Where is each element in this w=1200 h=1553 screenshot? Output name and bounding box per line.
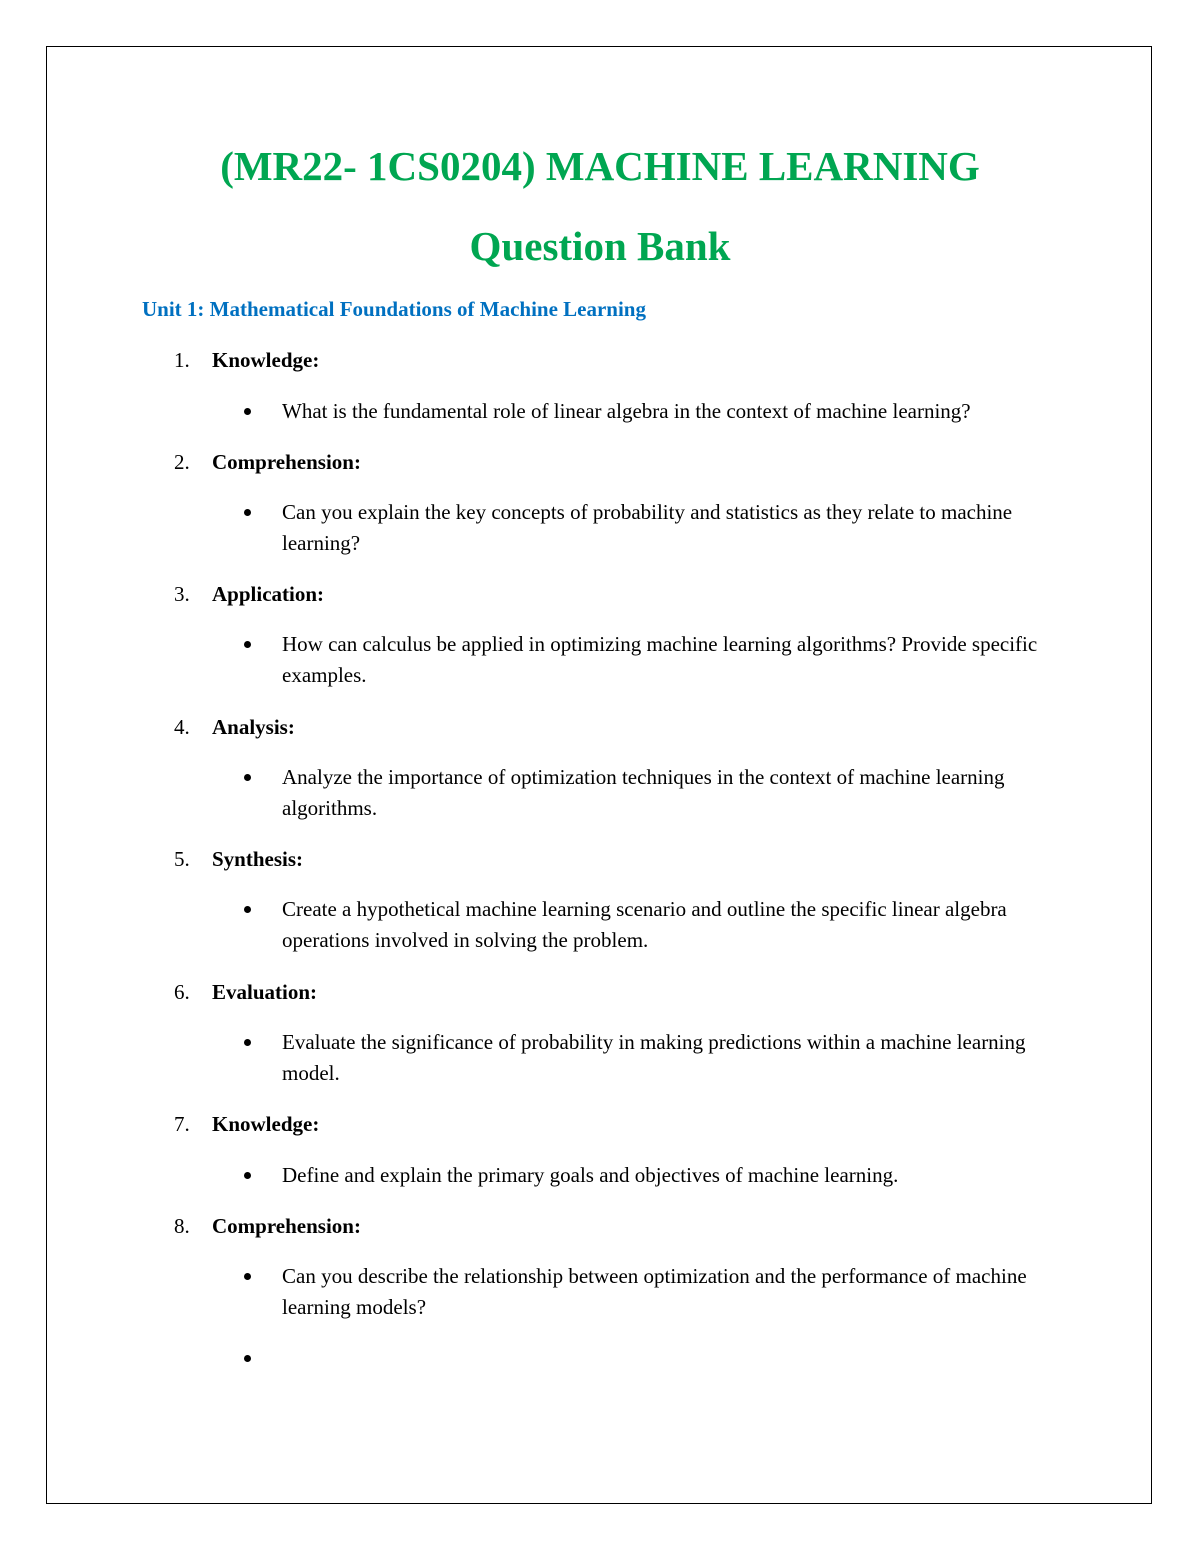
item-label: Synthesis: xyxy=(212,847,304,871)
item-label: Analysis: xyxy=(212,715,295,739)
document-subtitle: Question Bank xyxy=(469,223,731,269)
unit-heading: Unit 1: Mathematical Foundations of Machine Learning xyxy=(142,297,646,321)
item-number: 4. xyxy=(174,715,190,739)
item-label: Knowledge: xyxy=(212,348,320,372)
item-label: Evaluation: xyxy=(212,980,318,1004)
item-number: 3. xyxy=(174,582,190,606)
question-text: Can you explain the key concepts of probability and statistics as they relate to machine learning? xyxy=(282,500,1013,555)
item-number: 5. xyxy=(174,847,190,871)
question-text: Define and explain the primary goals and objectives of machine learning. xyxy=(282,1163,899,1187)
item-label: Comprehension: xyxy=(212,1214,361,1238)
item-label: Comprehension: xyxy=(212,450,361,474)
question-text: Create a hypothetical machine learning scenario and outline the specific linear algebra operations involved in solving the problem. xyxy=(282,897,1007,952)
question-text: What is the fundamental role of linear algebra in the context of machine learning? xyxy=(282,399,971,423)
item-label: Application: xyxy=(212,582,325,606)
item-number: 7. xyxy=(174,1112,190,1136)
question-text: Can you describe the relationship between optimization and the performance of machine learning models? xyxy=(282,1264,1027,1319)
item-number: 2. xyxy=(174,450,190,474)
item-number: 8. xyxy=(174,1214,190,1238)
item-number: 6. xyxy=(174,980,190,1004)
document-title: (MR22- 1CS0204) MACHINE LEARNING xyxy=(220,143,980,189)
item-label: Knowledge: xyxy=(212,1112,320,1136)
question-text: Evaluate the significance of probability in making predictions within a machine learning model. xyxy=(282,1030,1026,1085)
item-number: 1. xyxy=(174,348,190,372)
question-text: How can calculus be applied in optimizing machine learning algorithms? Provide specific examples. xyxy=(282,632,1038,687)
question-text: Analyze the importance of optimization techniques in the context of machine learning algorithms. xyxy=(282,765,1005,820)
